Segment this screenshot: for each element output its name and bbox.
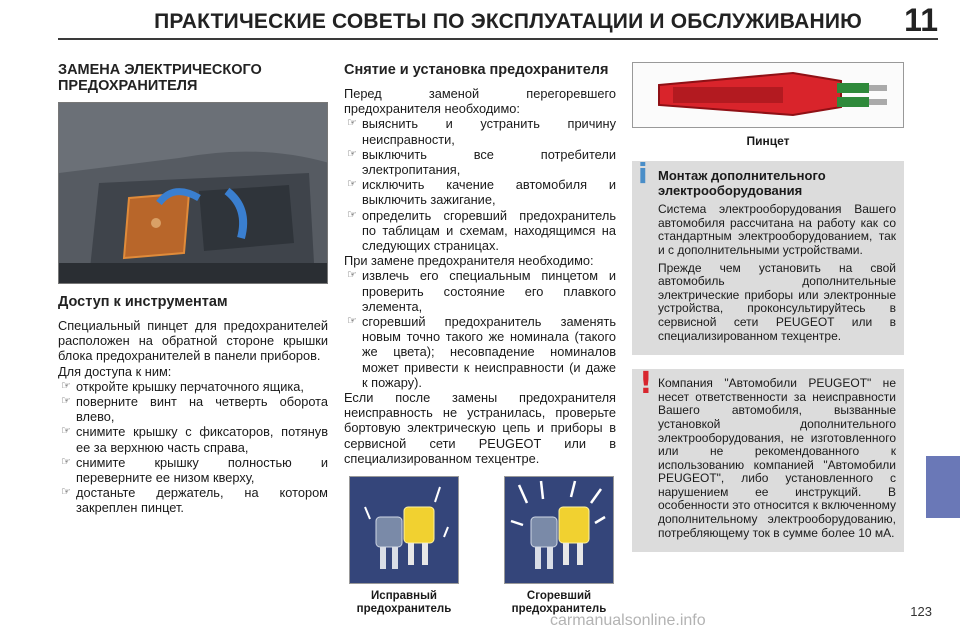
- pointing-hand-icon: ☞: [347, 117, 357, 130]
- pointing-hand-icon: ☞: [61, 379, 71, 392]
- section-heading-access: Доступ к инструментам: [58, 294, 228, 310]
- removal-intro: Перед заменой перегоревшего предохранителя необходимо:: [344, 86, 616, 117]
- closing-paragraph: Если после замены предохранителя неисправность не устранилась, проверьте бортовую электрическую цепь и приборы в сервисной сети PEUGEOT или в специализированном техцентре.: [344, 390, 616, 466]
- watermark: carmanualsonline.info: [550, 612, 706, 629]
- chapter-side-tab: [926, 456, 960, 518]
- section-heading-removal: Снятие и установка предохранителя: [344, 62, 609, 78]
- list-item: ☞ откройте крышку перчаточного ящика,: [61, 378, 304, 394]
- pointing-hand-icon: ☞: [347, 269, 357, 282]
- info-paragraph: Прежде чем установить на свой автомобиль дополнительные электрические приборы или электронные устройства, проконсультируйтесь в сервисной сети PEUGEOT или в специализированном техцентре.: [658, 260, 896, 343]
- column-notes: [632, 62, 904, 552]
- pointing-hand-icon: ☞: [347, 147, 357, 160]
- pointing-hand-icon: ☞: [347, 178, 357, 191]
- access-intro: Для доступа к ним:: [58, 363, 172, 379]
- pointing-hand-icon: ☞: [61, 425, 71, 438]
- list-item: ☞ достаньте держатель, на котором закреплен пинцет.: [61, 485, 328, 516]
- warning-box: [632, 366, 904, 552]
- list-item: ☞ выключить все потребители электропитания,: [347, 146, 616, 178]
- list-item: ☞ извлечь его специальным пинцетом и проверить состояние его плавкого элемента,: [347, 268, 616, 314]
- dashboard-photo: [58, 102, 328, 284]
- good-fuse-illustration: [349, 476, 459, 584]
- replace-intro: При замене предохранителя необходимо:: [344, 253, 594, 269]
- info-title: Монтаж дополнительного электрооборудования: [658, 168, 826, 198]
- prep-steps-list: [344, 116, 616, 253]
- chapter-number: 11: [904, 2, 938, 38]
- list-item: ☞ выяснить и устранить причину неисправности,: [347, 116, 616, 147]
- column-removal: [344, 62, 616, 466]
- blown-fuse-caption: Сгоревший предохранитель: [511, 590, 607, 615]
- pointing-hand-icon: ☞: [61, 486, 71, 499]
- list-item: ☞ определить сгоревший предохранитель по таблицам и схемам, находящимся на следующих страницах.: [347, 207, 616, 254]
- list-item: ☞ исключить качение автомобиля и выключить зажигание,: [347, 177, 616, 208]
- header-divider: [58, 38, 938, 40]
- pointing-hand-icon: ☞: [61, 455, 71, 468]
- tweezer-illustration: [632, 62, 904, 128]
- warning-icon: !: [639, 366, 653, 402]
- access-steps-list: [58, 379, 328, 516]
- good-fuse-caption: Исправный предохранитель: [356, 590, 452, 615]
- page-title: ПРАКТИЧЕСКИЕ СОВЕТЫ ПО ЭКСПЛУАТАЦИИ И ОБСЛУЖИВАНИЮ: [154, 10, 862, 33]
- pointing-hand-icon: ☞: [347, 208, 357, 221]
- list-item: ☞ снимите крышку полностью и переверните ее низом кверху,: [61, 454, 328, 486]
- column-access: [58, 62, 328, 516]
- list-item: ☞ поверните винт на четверть оборота влево,: [61, 394, 328, 425]
- page-number: 123: [910, 604, 932, 619]
- pointing-hand-icon: ☞: [347, 315, 357, 328]
- blown-fuse-illustration: [504, 476, 614, 584]
- warning-paragraph: Компания "Автомобили PEUGEOT" не несет ответственности за неисправности Вашего автомобиля, вызванные установкой дополнительного электрооборудования, не изготовленного или не рекомендованного к использованию компанией "Автомобили PEUGEOT", либо установленного с нарушением ее инструкций. В особенности это относится к включенному дополнительному электрооборудованию, потребляющему ток в сумме более 10 мА.: [658, 376, 897, 540]
- info-box: [632, 157, 904, 355]
- info-icon: i: [638, 157, 648, 191]
- section-heading-fuse-replacement: ЗАМЕНА ЭЛЕКТРИЧЕСКОГО ПРЕДОХРАНИТЕЛЯ: [58, 62, 262, 94]
- page-header: [0, 0, 960, 42]
- access-paragraph: Специальный пинцет для предохранителей расположен на обратной стороне крышки блока предохранителей в панели приборов.: [58, 318, 328, 364]
- replace-steps-list: [344, 268, 616, 390]
- list-item: ☞ сгоревший предохранитель заменять новым точно такого же номинала (такого же цвета); несовпадение номиналов может привести к неисправности (и даже к пожару).: [347, 314, 616, 390]
- list-item: ☞ снимите крышку с фиксаторов, потянув ее за верхнюю часть справа,: [61, 424, 328, 455]
- tweezer-caption: Пинцет: [746, 134, 790, 148]
- pointing-hand-icon: ☞: [61, 395, 71, 408]
- info-paragraph: Система электрооборудования Вашего автомобиля рассчитана на работу как со стандартным электрооборудованием, так и с дополнительными устройствами.: [658, 202, 896, 257]
